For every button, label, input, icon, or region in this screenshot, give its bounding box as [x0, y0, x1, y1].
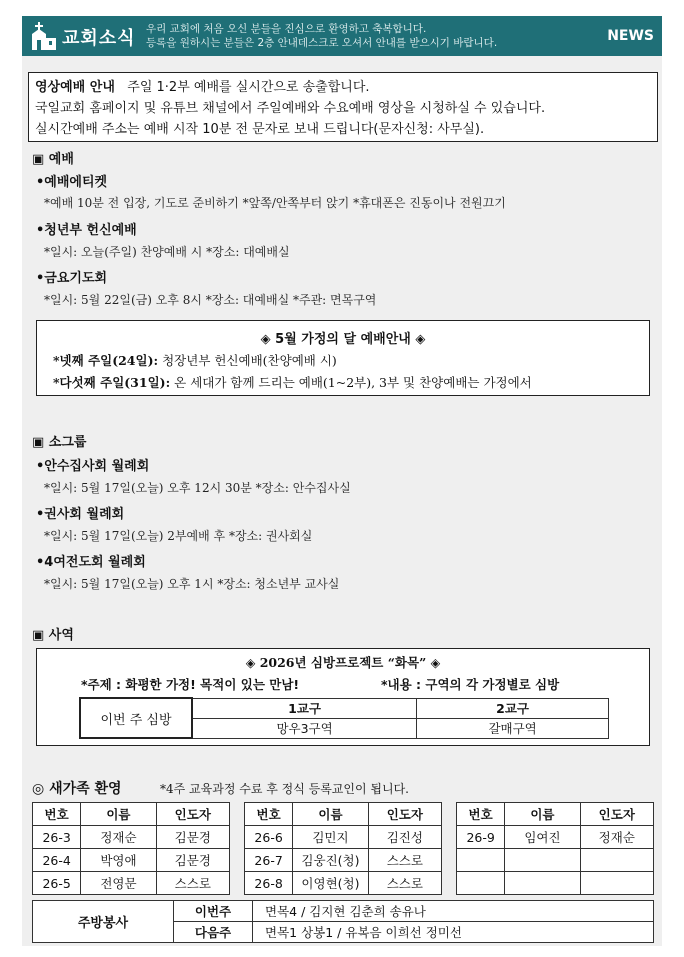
smallgroup-item-detail: *일시: 5월 17일(오늘) 오후 1시 *장소: 청소년부 교사실 [44, 577, 340, 591]
table-row [457, 872, 654, 895]
newcomer-table [456, 802, 654, 895]
notice-line3: 실시간예배 주소는 예배 시작 10분 전 문자로 보내 드립니다(문자신청: 사무실). [35, 122, 485, 137]
church-icon [26, 20, 58, 52]
news-header [22, 16, 662, 56]
next-week-label: 다음주 [174, 922, 253, 943]
welcome-message: 우리 교회에 처음 오신 분들을 진심으로 환영하고 축복합니다. 등록을 원하시는 분들은 2층 안내데스크로 오셔서 안내를 받으시기 바랍니다. [146, 23, 498, 49]
worship-item-detail: *일시: 오늘(주일) 찬양예배 시 *장소: 대예배실 [44, 245, 290, 259]
table-row: 26-9 임여진 정재순 [457, 826, 654, 849]
parish-2-header: 2교구 [417, 698, 609, 718]
visit-content: *내용 : 구역의 각 가정별로 심방 [381, 677, 560, 692]
smallgroup-item-detail: *일시: 5월 17일(오늘) 2부예배 후 *장소: 권사회실 [44, 529, 313, 543]
parish-2-value: 갈매구역 [417, 718, 609, 738]
col-guide: 인도자 [156, 803, 229, 826]
col-guide: 인도자 [368, 803, 441, 826]
notice-line1: 주일 1·2부 예배를 실시간으로 송출합니다. [127, 80, 370, 95]
parish-1-value: 망우3구역 [192, 718, 417, 738]
smallgroup-item-title: •4여전도회 월례회 [36, 555, 146, 570]
worship-item-title: •청년부 헌신예배 [36, 223, 137, 238]
visit-table [79, 697, 609, 739]
newcomer-table [244, 802, 442, 895]
col-number: 번호 [33, 803, 81, 826]
smallgroup-item-title: •안수집사회 월례회 [36, 459, 150, 474]
worship-item-title: •예배에티켓 [36, 175, 108, 190]
notice-title: 영상예배 안내 [35, 80, 115, 95]
worship-heading: ▣ 예배 [32, 152, 74, 167]
news-label: NEWS [607, 28, 654, 44]
table-row [457, 849, 654, 872]
newcomer-table [32, 802, 230, 895]
smallgroup-item-detail: *일시: 5월 17일(오늘) 오후 12시 30분 *장소: 안수집사실 [44, 481, 351, 495]
visit-project-title: ◈ 2026년 심방프로젝트 “화목” ◈ [245, 655, 441, 670]
col-number: 번호 [457, 803, 505, 826]
kitchen-service-table [32, 900, 654, 943]
family-box-title: ◈ 5월 가정의 달 예배안내 ◈ [260, 332, 426, 347]
family-row-label: *다섯째 주일(31일): [53, 375, 171, 390]
col-name: 이름 [293, 803, 368, 826]
smallgroup-item-title: •권사회 월례회 [36, 507, 125, 522]
next-week-value: 면목1 상봉1 / 유복음 이희선 정미선 [253, 922, 654, 943]
family-row-text: 청장년부 헌신예배(찬양예배 시) [162, 353, 337, 368]
col-number: 번호 [245, 803, 293, 826]
bulletin-page [22, 16, 662, 946]
col-name: 이름 [81, 803, 156, 826]
visit-project-box [36, 648, 650, 746]
notice-line2: 국일교회 홈페이지 및 유튜브 채널에서 주일예배와 수요예배 영상을 시청하실 수 있습니다. [35, 101, 546, 116]
col-name: 이름 [505, 803, 580, 826]
video-worship-notice [28, 72, 658, 142]
table-row: 26-4 박영애 김문경 [33, 849, 230, 872]
family-row-label: *넷째 주일(24일): [53, 353, 159, 368]
smallgroup-heading: ▣ 소그룹 [32, 435, 87, 450]
worship-item-title: •금요기도회 [36, 271, 108, 286]
table-row: 26-6 김민지 김진성 [245, 826, 442, 849]
brand-title: 교회소식 [62, 28, 136, 49]
table-row: 26-7 김웅진(청) 스스로 [245, 849, 442, 872]
ministry-heading: ▣ 사역 [32, 628, 74, 643]
newcomers-note: *4주 교육과정 수료 후 정식 등록교인이 됩니다. [160, 782, 409, 796]
newcomers-heading: ◎ 새가족 환영 [32, 781, 122, 797]
worship-item-detail: *예배 10분 전 입장, 기도로 준비하기 *앞쪽/안쪽부터 앉기 *휴대폰은 진동이나 전원끄기 [44, 196, 506, 210]
table-row: 26-5 전영문 스스로 [33, 872, 230, 895]
kitchen-label: 주방봉사 [33, 901, 174, 943]
family-month-box [36, 320, 650, 396]
this-week-value: 면목4 / 김지현 김춘희 송유나 [253, 901, 654, 922]
col-guide: 인도자 [580, 803, 653, 826]
family-row-text: 온 세대가 함께 드리는 예배(1~2부), 3부 및 찬양예배는 가정에서 [174, 375, 532, 390]
visit-theme: *주제 : 화평한 가정! 목적이 있는 만남! [81, 677, 300, 692]
table-row: 26-3 정재순 김문경 [33, 826, 230, 849]
this-week-label: 이번주 [174, 901, 253, 922]
table-row: 26-8 이영현(청) 스스로 [245, 872, 442, 895]
visit-label: 이번 주 심방 [80, 698, 192, 738]
parish-1-header: 1교구 [192, 698, 417, 718]
worship-item-detail: *일시: 5월 22일(금) 오후 8시 *장소: 대예배실 *주관: 면목구역 [44, 293, 377, 307]
